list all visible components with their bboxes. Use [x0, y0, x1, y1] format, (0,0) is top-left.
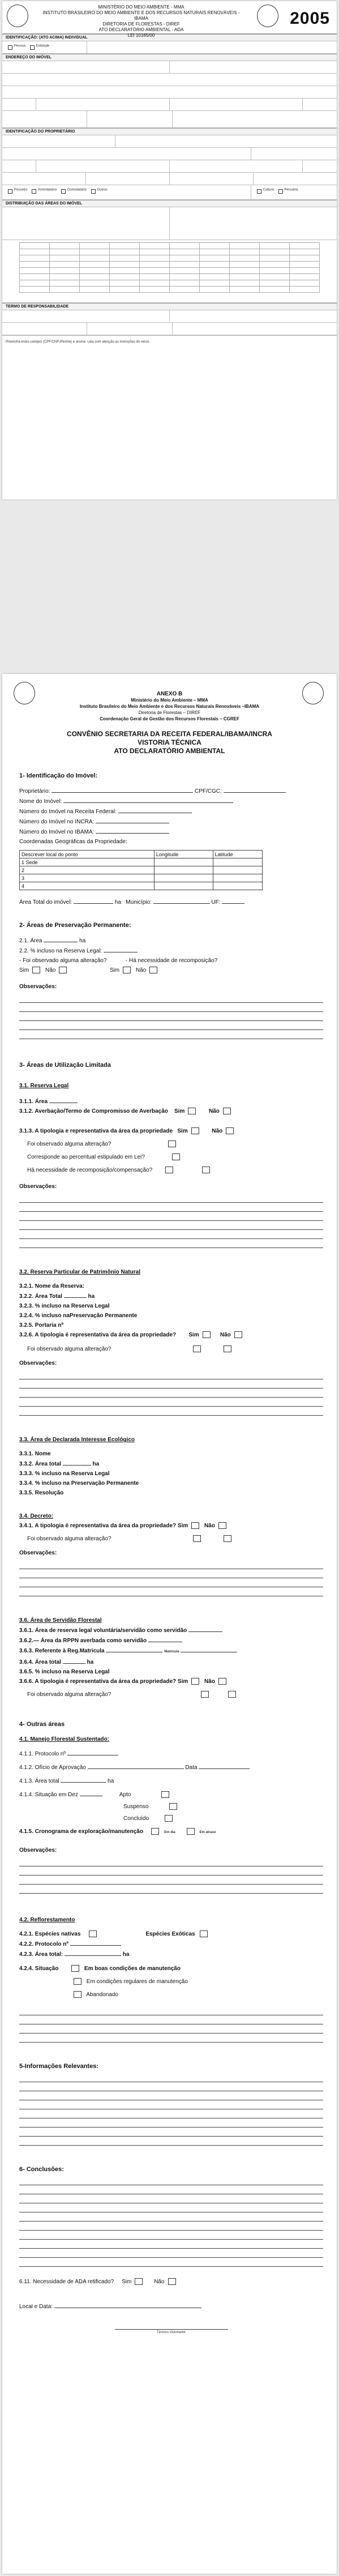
areas-table — [19, 242, 320, 293]
section-5-title: 5-Informações Relevantes: — [19, 2063, 98, 2070]
usage-field[interactable]: Cultura Pecuária — [251, 185, 337, 199]
section-4-title: 4- Outras áreas — [19, 1721, 65, 1728]
observations-lines[interactable] — [19, 1560, 323, 1596]
yes-checkbox[interactable] — [191, 1522, 199, 1529]
uf-field[interactable] — [222, 898, 244, 904]
field-box[interactable] — [251, 148, 337, 160]
matricula-field[interactable] — [181, 1647, 237, 1652]
ibama-logo-icon — [257, 5, 278, 27]
no-checkbox[interactable] — [228, 1691, 236, 1698]
field-box[interactable] — [115, 135, 337, 147]
cpf-field[interactable] — [224, 787, 286, 793]
form-year: 2005 — [290, 9, 330, 28]
section-identification: IDENTIFICAÇÃO: (ATO ACIMA) INDIVIDUAL — [2, 34, 337, 41]
rppn-servitude-field[interactable] — [148, 1637, 182, 1642]
yes-checkbox[interactable] — [191, 1678, 199, 1685]
vistoria-page: ANEXO B Ministério do Meio Ambiente – MMA Instituto Brasileiro do Meio Ambiente e dos Recursos Naturais Renováveis –IBAMA Diretoria de Florestas – DIREF Coordenação Geral de Gestão dos Recursos Florestais – CGREF CONVÊNIO SECRETARIA DA RECEITA FEDERAL/IBAMA/INCRA VISTORIA TÉCNICA ATO DECLARATÓRIO AMBIENTAL 1- Identificação do Imóvel: Proprietário: CPF/CGC: Nome do Imóvel: Número do Imóvel na Receita Federal: Número do Imóvel no INCRA: Número do Imóvel no IBAMA: Coordenadas Geográficas da Propriedade: Descrever local do ponto Longitude Latitude 1 Sede 2 3 4 Área Total do imóvel: ha Município: UF: 2- Áreas de Preservação Permanente: 2.1. Área ha 2.2. % incluso na Reserva Legal: - Foi observado alguma alteração? - Há necessidade de recomposição? Sim Não Sim Não Observações: 3- Áreas de Utilização Limitada 3.1. Reserva Legal 3.1.1. Área 3.1.2. Averbação/Termo de Compromisso de Averbação Sim Não 3.1.3. A tipologia e representativa da área da propriedade Sim Não Foi observado alguma alteração? Corresponde ao percentual estipulado em Lei? Há necessidade de recomposição/compensação? Observações: 3.2. Reserva Particular de Patrimônio Natural 3.2.1. Nome da Reserva: 3.2.2. Área Total ha 3.2.3. % incluso na Reserva Legal 3.2.4. % incluso naPreservação Permanente 3.2.5. Portaria nº 3.2.6. A tipologia é representativa da área da propriedade? Sim Não Foi observado alguma alteração? Observações: 3.3. Área de Declarada Interesse Ecológico 3.3.1. Nome 3.3.2. Área total ha 3.3.3. % incluso na Reserva Legal 3.3.4. % incluso na Preservação Permanente 3.3.5. Resolução 3.4. Decreto: 3.4.1. A tipologia é representativa da área da propriedade? Sim Não Foi observado alguma alteração? Observações: 3.6. Área de Servidão Florestal 3.6.1. Área de reserva legal voluntária/servidão como servidão 3.6.2.— Área da RPPN averbada como servidão 3.6.3. Referente à Reg.Matricula Matricula 3.6.4. Área total ha 3.6.5. % incluso na Reserva Legal 3.6.6. A tipologia é representativa da área da propriedade? Sim Não Foi observado alguma alteração? 4- Outras áreas 4.1. Manejo Florestal Sustentado: 4.1.1. Protocolo nº 4.1.2. Ofício de Aprovação Data 4.1.3. Área total ha 4.1.4. Situação em Dez Apto Suspenso Concluído 4.1.5. Cronograma de exploração/manutenção Em dia Em atraso Observações: 4.2. Reflorestamento 4.2.1. Espécies nativas Espécies Exóticas 4.2.2. Protocolo nº 4.2.3. Área total: ha 4.2.4. Situação Em boas condições de manutenção Em condições regulares de manutenção Abandonado 5-Informações Relevantes: 6- Conclusões: 6.11. Necessidade de ADA retificado? Sim Não Local e Data: Técnico Vistoriador — [2, 674, 337, 2574]
section-6-title: 6- Conclusões: — [19, 2166, 64, 2173]
signature-field[interactable] — [173, 323, 337, 335]
incra-number-field[interactable] — [96, 818, 169, 823]
reforestation-area-field[interactable] — [65, 1950, 121, 1956]
field-box[interactable] — [2, 99, 36, 110]
yes-checkbox[interactable] — [193, 1535, 201, 1542]
signature-line[interactable] — [115, 2324, 228, 2330]
owner-field[interactable] — [52, 787, 193, 793]
checkbox-icon[interactable] — [278, 189, 283, 194]
total-area-field[interactable] — [74, 898, 113, 904]
checkbox-icon[interactable] — [32, 189, 36, 194]
are-area-field[interactable] — [63, 1460, 91, 1466]
checkbox-icon[interactable] — [30, 45, 35, 50]
section-3-title: 3- Áreas de Utilização Limitada — [19, 1062, 111, 1069]
field-box[interactable] — [170, 310, 337, 322]
footer-note: Preencha estes campos (CPF/CNPJ/Nome) e assine. Leia com atenção as instruções do verso. — [2, 335, 337, 348]
management-area-field[interactable] — [61, 1777, 106, 1783]
late-checkbox[interactable] — [187, 1828, 195, 1835]
no-checkbox[interactable] — [234, 1331, 242, 1338]
observations-lines[interactable] — [19, 2006, 323, 2043]
field-box[interactable] — [2, 173, 86, 185]
brazil-coat-of-arms-icon — [7, 5, 28, 27]
checkbox-icon[interactable] — [61, 189, 66, 194]
field-box[interactable] — [170, 173, 254, 185]
condition-abandoned-checkbox[interactable] — [74, 1991, 81, 1998]
reforestation-protocol-field[interactable] — [70, 1940, 121, 1946]
rural-choice-field[interactable]: Posseiro Arrendatário Comodatário Outros — [2, 185, 251, 199]
section-areas: DISTRIBUIÇÃO DAS ÁREAS DO IMÓVEL — [2, 200, 337, 207]
yes-checkbox[interactable] — [191, 1127, 199, 1134]
ibama-logo-icon — [302, 682, 324, 704]
dec-year-field[interactable] — [80, 1791, 102, 1796]
section-declarant: IDENTIFICAÇÃO DO PROPRIETÁRIO — [2, 128, 337, 135]
field-box[interactable] — [173, 111, 337, 127]
management-protocol-field[interactable] — [67, 1750, 118, 1755]
status-apto-checkbox[interactable] — [161, 1791, 169, 1798]
app-legal-reserve-field[interactable] — [104, 947, 138, 952]
checkbox-icon[interactable] — [257, 189, 261, 194]
field-box — [2, 296, 337, 302]
form-header-lines: MINISTÉRIO DO MEIO AMBIENTE - MMA INSTITUTO BRASILEIRO DO MEIO AMBIENTE E DOS RECURSOS NATURAIS RENOVÁVEIS - IBAMA DIRETORIA DE FLORESTAS - DIREF ATO DECLARATÓRIO AMBIENTAL - ADA LEI 10165/00 — [42, 5, 240, 38]
field-box[interactable] — [2, 111, 87, 127]
app-area-field[interactable] — [44, 937, 78, 942]
checkbox-icon[interactable] — [8, 189, 12, 194]
field-box[interactable] — [2, 310, 170, 322]
yes-checkbox[interactable] — [135, 2278, 143, 2285]
no-checkbox[interactable] — [149, 967, 157, 973]
no-checkbox[interactable] — [218, 1522, 226, 1529]
field-box[interactable] — [254, 173, 337, 185]
servitude-field[interactable] — [188, 1626, 222, 1632]
yes-checkbox[interactable] — [201, 1691, 209, 1698]
nirf-field[interactable] — [87, 41, 337, 53]
yes-checkbox[interactable] — [123, 967, 131, 973]
field-box[interactable] — [36, 160, 170, 172]
no-checkbox[interactable] — [226, 1127, 234, 1134]
section-property-location: ENDEREÇO DO IMÓVEL — [2, 54, 337, 61]
field-box[interactable] — [87, 323, 172, 335]
no-checkbox[interactable] — [223, 1108, 231, 1114]
approval-date-field[interactable] — [199, 1763, 250, 1769]
section-term: TERMO DE RESPONSABILIDADE — [2, 303, 337, 310]
field-box[interactable] — [303, 160, 337, 172]
status-concluded-checkbox[interactable] — [165, 1815, 173, 1822]
yes-checkbox[interactable] — [168, 1140, 176, 1147]
relevant-info-lines[interactable] — [19, 2073, 323, 2146]
field-box[interactable] — [2, 61, 170, 73]
checkbox-icon[interactable] — [91, 189, 96, 194]
field-box[interactable] — [2, 323, 87, 335]
nirf-number-field[interactable] — [118, 808, 192, 813]
field-box[interactable] — [170, 99, 303, 110]
section-1-title: 1- Identificação do Imóvel: — [19, 772, 98, 779]
exotic-species-checkbox[interactable] — [200, 1930, 208, 1937]
no-checkbox[interactable] — [202, 1167, 210, 1173]
legal-reserve-area-field[interactable] — [49, 1097, 78, 1103]
no-checkbox[interactable] — [224, 1535, 231, 1542]
no-checkbox[interactable] — [168, 2278, 176, 2285]
field-box[interactable] — [2, 207, 170, 240]
no-checkbox[interactable] — [224, 1345, 231, 1352]
yes-checkbox[interactable] — [165, 1167, 173, 1173]
ada-form-page — [2, 1, 337, 499]
conclusions-lines[interactable] — [19, 2176, 323, 2267]
field-box[interactable] — [303, 99, 337, 110]
person-type-field[interactable]: Pessoa Entidade — [2, 41, 87, 53]
convenio-title: CONVÊNIO SECRETARIA DA RECEITA FEDERAL/IBAMA/INCRA VISTORIA TÉCNICA ATO DECLARATÓRIO AMBIENTAL — [67, 730, 272, 755]
coordinates-table: Descrever local do ponto Longitude Latitude 1 Sede 2 3 4 — [19, 850, 263, 890]
field-box[interactable] — [87, 111, 172, 127]
annex-header: ANEXO B Ministério do Meio Ambiente – MMA Instituto Brasileiro do Meio Ambiente e dos Recursos Naturais Renováveis –IBAMA Diretoria de Florestas – DIREF Coordenação Geral de Gestão dos Recursos Florestais – CGREF — [2, 674, 337, 722]
yes-checkbox[interactable] — [193, 1345, 201, 1352]
observations-lines[interactable] — [19, 1857, 323, 1894]
on-schedule-checkbox[interactable] — [151, 1828, 159, 1835]
servitude-area-field[interactable] — [63, 1658, 85, 1664]
approval-letter-field[interactable] — [88, 1763, 184, 1769]
section-2-title: 2- Áreas de Preservação Permanente: — [19, 922, 131, 929]
place-date-field[interactable] — [54, 2302, 201, 2308]
ibama-number-field[interactable] — [96, 828, 169, 834]
observations-lines[interactable] — [19, 1370, 323, 1416]
field-box[interactable] — [2, 135, 115, 147]
status-suspended-checkbox[interactable] — [169, 1803, 177, 1810]
yes-checkbox[interactable] — [172, 1154, 180, 1160]
field-box[interactable] — [2, 74, 337, 86]
yes-checkbox[interactable] — [188, 1108, 196, 1114]
condition-regular-checkbox[interactable] — [74, 1978, 81, 1985]
field-box[interactable] — [170, 160, 303, 172]
property-name-field[interactable] — [63, 797, 233, 803]
yes-checkbox[interactable] — [203, 1331, 211, 1338]
observations-lines[interactable] — [19, 1194, 323, 1248]
checkbox-icon[interactable] — [8, 45, 12, 50]
yes-checkbox[interactable] — [32, 967, 40, 973]
brazil-coat-of-arms-icon — [14, 682, 35, 704]
rppn-area-field[interactable] — [64, 1292, 87, 1298]
native-species-checkbox[interactable] — [89, 1930, 97, 1937]
field-box[interactable] — [2, 160, 36, 172]
field-box[interactable] — [170, 207, 337, 240]
no-checkbox[interactable] — [59, 967, 67, 973]
observations-lines[interactable] — [19, 994, 323, 1039]
field-box[interactable] — [170, 61, 337, 73]
no-checkbox[interactable] — [218, 1678, 226, 1685]
field-box[interactable] — [2, 148, 251, 160]
field-box[interactable] — [2, 86, 337, 98]
registration-field[interactable] — [106, 1647, 162, 1652]
field-box[interactable] — [36, 99, 170, 110]
field-box[interactable] — [86, 173, 170, 185]
condition-good-checkbox[interactable] — [71, 1965, 79, 1972]
city-field[interactable] — [153, 898, 210, 904]
